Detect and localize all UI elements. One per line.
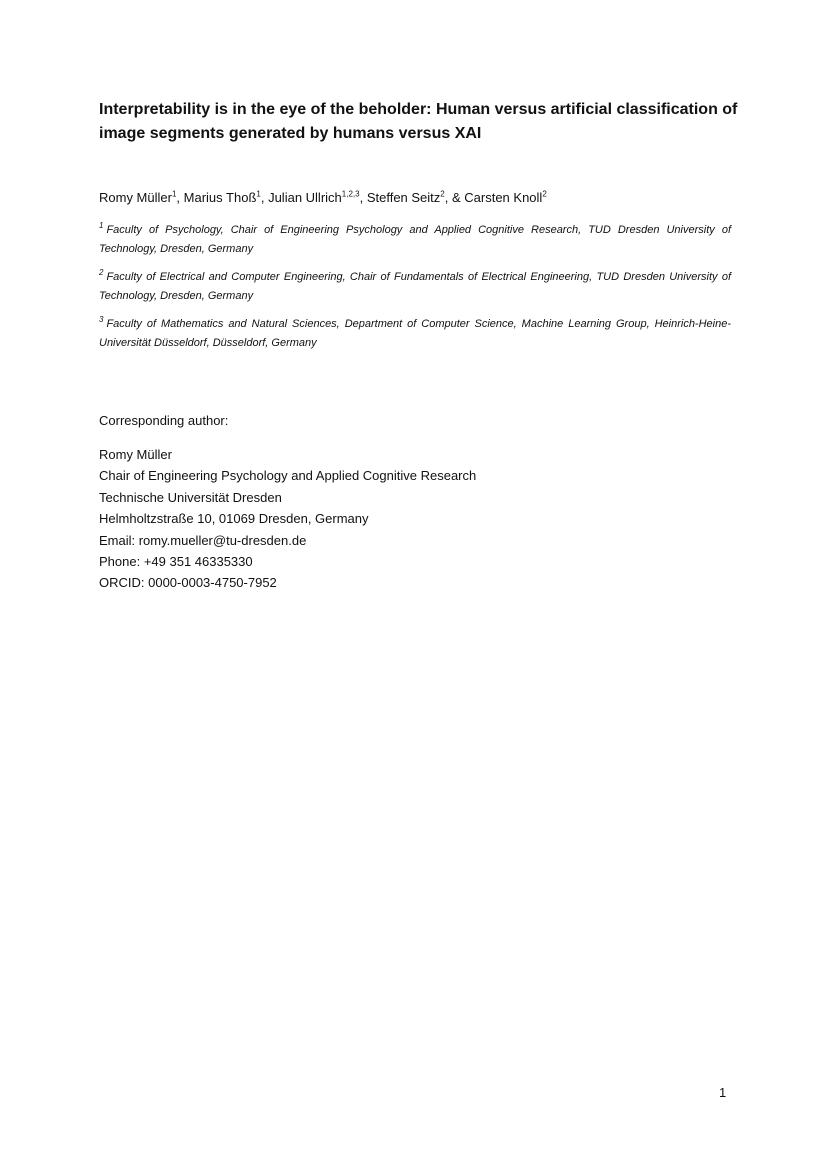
author-name: Romy Müller	[99, 190, 172, 205]
contact-orcid: ORCID: 0000-0003-4750-7952	[99, 575, 277, 591]
author-affiliation-sup: 1	[256, 189, 261, 199]
affiliation-number: 2	[99, 268, 104, 278]
contact-name: Romy Müller	[99, 447, 172, 462]
affiliation-text: Faculty of Electrical and Computer Engineering, Chair of Fundamentals of Electrical Engineering, TUD Dresden University of Technology, Dresden, Germany	[99, 271, 731, 302]
author-name: Steffen Seitz	[366, 190, 441, 205]
author-separator: ,	[359, 190, 367, 205]
contact-university: Technische Universität Dresden	[99, 489, 282, 505]
affiliation-number: 1	[99, 221, 104, 231]
author-name: Julian Ullrich	[268, 190, 342, 205]
author-name: Marius Thoß	[183, 190, 257, 205]
affiliation-2	[99, 268, 731, 306]
affiliation-1	[99, 221, 731, 259]
contact-chair: Chair of Engineering Psychology and Applied Cognitive Research	[99, 468, 477, 484]
paper-title: Interpretability is in the eye of the beholder: Human versus artificial classification of image segments generated by humans versus XAI	[99, 101, 738, 142]
author-separator: ,	[260, 190, 269, 205]
author-separator: , &	[444, 190, 465, 205]
affiliation-3	[99, 315, 731, 353]
author-affiliation-sup: 1	[171, 189, 177, 199]
affiliation-number: 3	[99, 315, 104, 325]
contact-address: Helmholtzstraße 10, 01069 Dresden, Germany	[99, 511, 369, 527]
affiliation-text: Faculty of Mathematics and Natural Sciences, Department of Computer Science, Machine Learning Group, Heinrich-Heine-Universität Düsseldorf, Düsseldorf, Germany	[99, 318, 731, 349]
author-list	[99, 188, 739, 208]
corresponding-author-heading: Corresponding author:	[99, 413, 229, 428]
author-name: Carsten Knoll	[464, 190, 543, 205]
author-affiliation-sup: 2	[542, 189, 547, 199]
corresponding-author-contact	[99, 444, 476, 594]
page-number: 1	[719, 1085, 727, 1100]
contact-phone: Phone: +49 351 46335330	[99, 554, 253, 570]
contact-email: Email: romy.mueller@tu-dresden.de	[99, 532, 307, 548]
author-affiliation-sup: 1,2,3	[341, 189, 360, 199]
author-separator: ,	[176, 190, 184, 205]
author-affiliation-sup: 2	[440, 189, 445, 199]
affiliation-text: Faculty of Psychology, Chair of Engineering Psychology and Applied Cognitive Research, TUD Dresden University of Technology, Dresden, Germany	[99, 224, 731, 255]
